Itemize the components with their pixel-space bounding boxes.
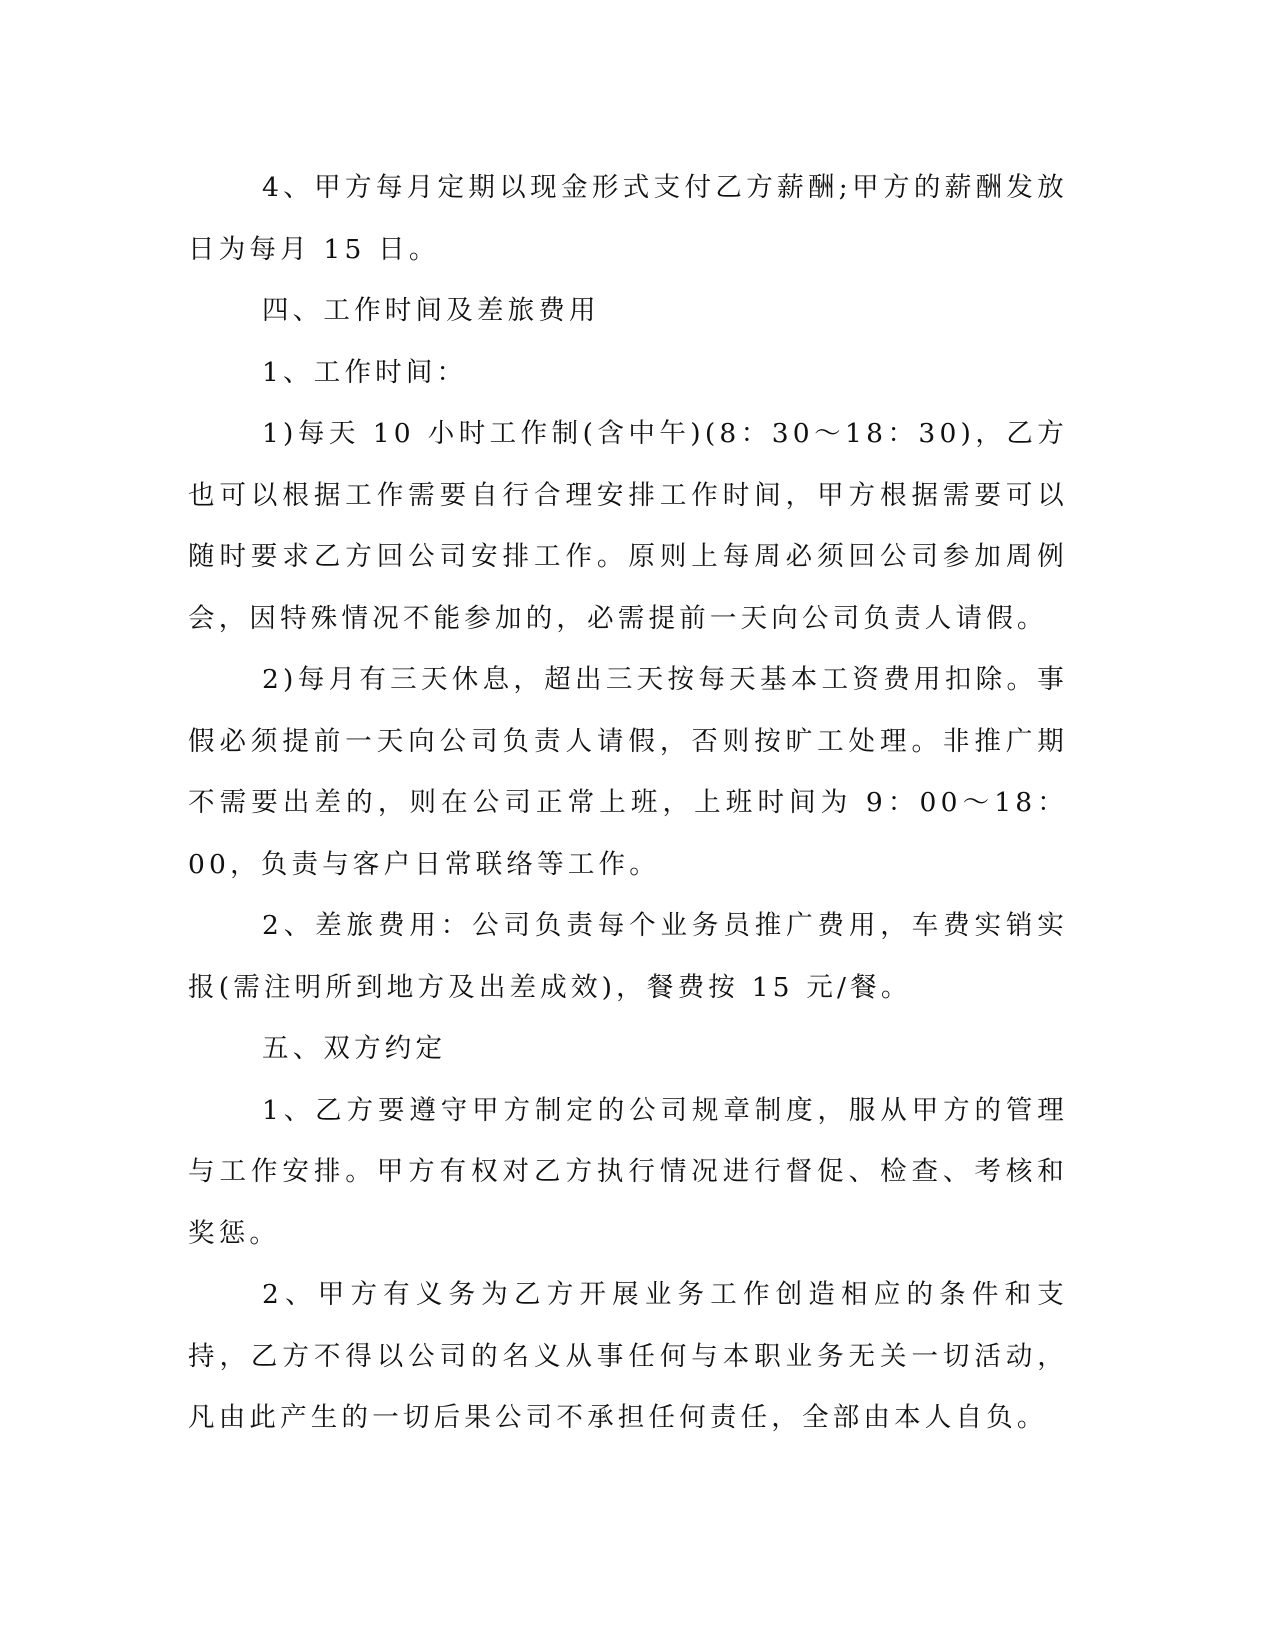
paragraph-travel-expenses: 2、差旅费用：公司负责每个业务员推广费用，车费实销实报(需注明所到地方及出差成效)，餐费按 15 元/餐。 (188, 910, 1068, 1003)
subheading-work-time: 1、工作时间： (262, 356, 468, 388)
paragraph-rules-compliance: 1、乙方要遵守甲方制定的公司规章制度，服从甲方的管理与工作安排。甲方有权对乙方执行情况进行督促、检查、考核和奖惩。 (188, 1094, 1068, 1249)
section-heading-work-hours: 四、工作时间及差旅费用 (262, 295, 600, 326)
section-heading-agreements: 五、双方约定 (262, 1033, 447, 1064)
paragraph-obligations: 2、甲方有义务为乙方开展业务工作创造相应的条件和支持，乙方不得以公司的名义从事任何与本职业务无关一切活动，凡由此产生的一切后果公司不承担任何责任，全部由本人自负。 (188, 1279, 1068, 1433)
document-body (188, 157, 1068, 1449)
paragraph-daily-schedule: 1)每天 10 小时工作制(含中午)(8：30～18：30)，乙方也可以根据工作需要自行合理安排工作时间，甲方根据需要可以随时要求乙方回公司安排工作。原则上每周必须回公司参加周例会，因特殊情况不能参加的，必需提前一天向公司负责人请假。 (188, 418, 1068, 634)
paragraph-salary-payment: 4、甲方每月定期以现金形式支付乙方薪酬;甲方的薪酬发放日为每月 15 日。 (188, 172, 1068, 265)
paragraph-rest-days: 2)每月有三天休息，超出三天按每天基本工资费用扣除。事假必须提前一天向公司负责人请假，否则按旷工处理。非推广期不需要出差的，则在公司正常上班，上班时间为 9：00～18：00，负责与客户日常联络等工作。 (188, 664, 1068, 880)
